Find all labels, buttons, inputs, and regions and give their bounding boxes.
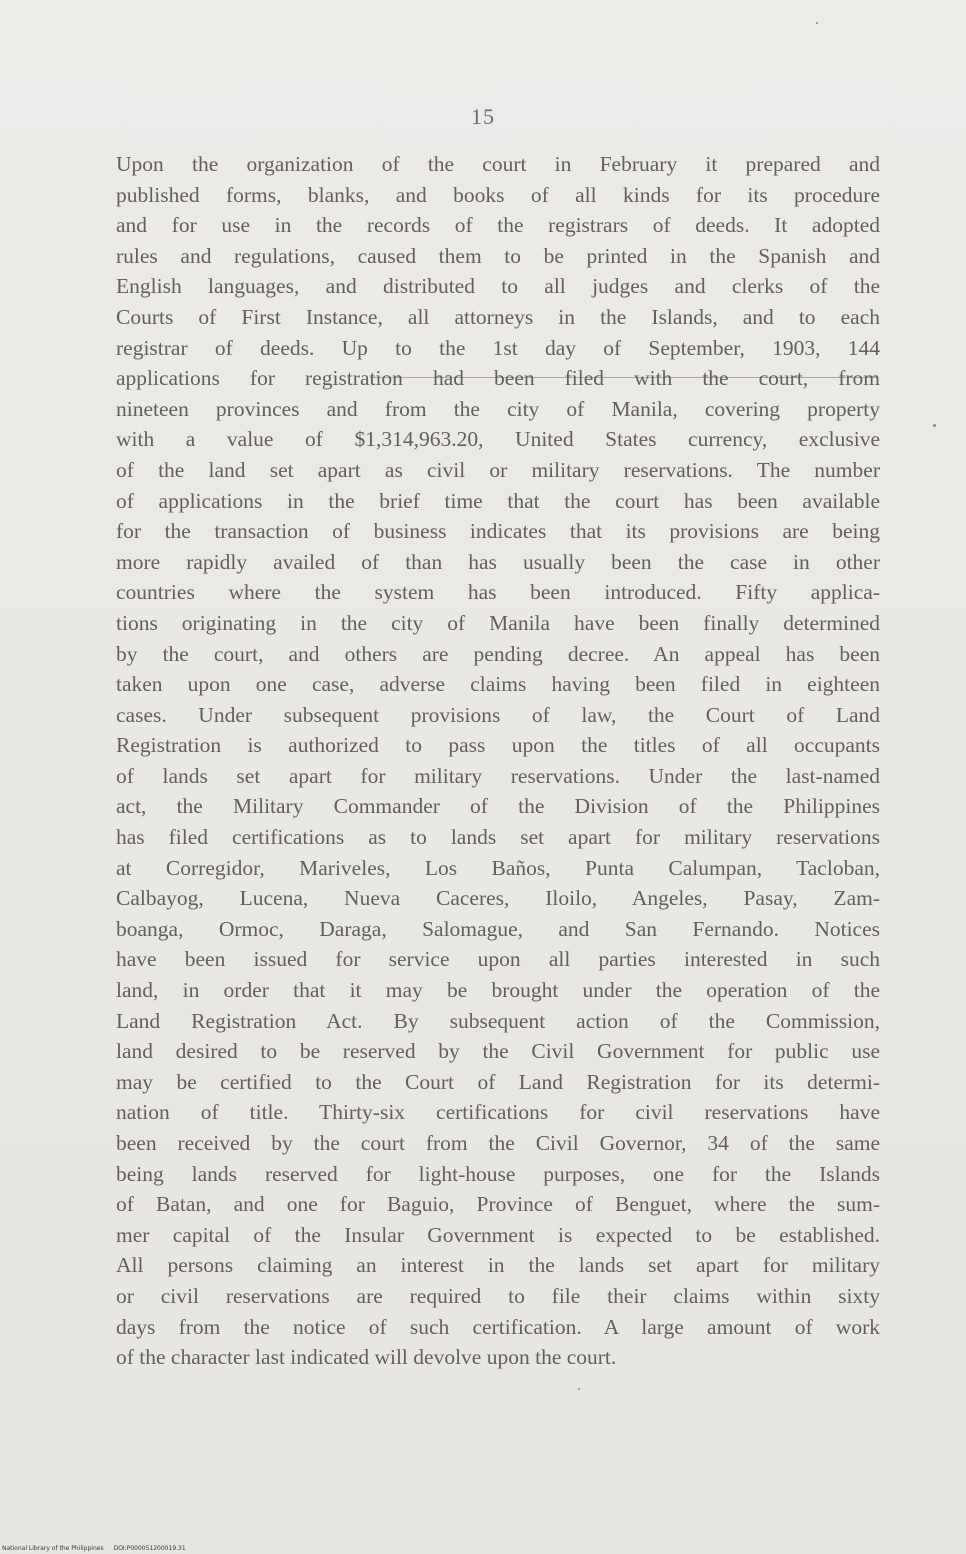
text-line: cases. Under subsequent provisions of law, the Court of Land bbox=[116, 702, 880, 727]
text-line: or civil reservations are required to file their claims within sixty bbox=[116, 1283, 880, 1308]
text-line: Upon the organization of the court in February it prepared and bbox=[116, 152, 880, 176]
text-line: taken upon one case, adverse claims having been filed in eighteen bbox=[116, 672, 880, 697]
text-line: Courts of First Instance, all attorneys in the Islands, and to each bbox=[116, 304, 880, 329]
text-line: boanga, Ormoc, Daraga, Salomague, and San Fernando. Notices bbox=[116, 916, 880, 941]
body-paragraph bbox=[116, 149, 880, 1373]
text-line: of lands set apart for military reservations. Under the last-named bbox=[116, 763, 880, 788]
text-line: nineteen provinces and from the city of Manila, covering property bbox=[116, 396, 880, 421]
text-line: act, the Military Commander of the Division of the Philippines bbox=[116, 794, 880, 819]
text-line: of applications in the brief time that the court has been available bbox=[116, 488, 880, 513]
text-line: for the transaction of business indicates that its provisions are being bbox=[116, 519, 880, 544]
text-line: with a value of $1,314,963.20, United States currency, exclusive bbox=[116, 427, 880, 452]
scan-speck bbox=[933, 424, 936, 427]
text-line: of the land set apart as civil or military reservations. The number bbox=[116, 457, 880, 482]
text-line: Calbayog, Lucena, Nueva Caceres, Iloilo, Angeles, Pasay, Zam- bbox=[116, 886, 880, 911]
text-line: of Batan, and one for Baguio, Province of Benguet, where the sum- bbox=[116, 1192, 880, 1217]
text-line: may be certified to the Court of Land Registration for its determi- bbox=[116, 1069, 880, 1094]
page-number: 15 bbox=[471, 104, 495, 129]
text-line: days from the notice of such certification. A large amount of work bbox=[116, 1314, 880, 1339]
text-line: mer capital of the Insular Government is expected to be established. bbox=[116, 1222, 880, 1247]
text-line: and for use in the records of the registrars of deeds. It adopted bbox=[116, 213, 880, 238]
scan-speck bbox=[816, 22, 818, 24]
text-line: tions originating in the city of Manila have been finally determined bbox=[116, 610, 880, 635]
text-line: Land Registration Act. By subsequent action of the Commission, bbox=[116, 1008, 880, 1033]
text-line: Registration is authorized to pass upon the titles of all occupants bbox=[116, 733, 880, 758]
text-line: published forms, blanks, and books of all kinds for its procedure bbox=[116, 182, 880, 207]
text-line: countries where the system has been introduced. Fifty applica- bbox=[116, 580, 880, 605]
text-line: of the character last indicated will devolve upon the court. bbox=[116, 1345, 617, 1370]
text-line: applications for registration had been filed with the court, from bbox=[116, 366, 880, 391]
text-line: more rapidly availed of than has usually been the case in other bbox=[116, 549, 880, 574]
footer-institution: National Library of the Philippines bbox=[2, 1545, 104, 1552]
scan-footer bbox=[2, 1545, 186, 1552]
text-line: been received by the court from the Civil Governor, 34 of the same bbox=[116, 1131, 880, 1155]
text-line: have been issued for service upon all parties interested in such bbox=[116, 947, 880, 972]
text-line: being lands reserved for light-house purposes, one for the Islands bbox=[116, 1161, 880, 1186]
text-line: land, in order that it may be brought under the operation of the bbox=[116, 978, 880, 1003]
text-line: at Corregidor, Mariveles, Los Baños, Punta Calumpan, Tacloban, bbox=[116, 855, 880, 880]
text-line: rules and regulations, caused them to be printed in the Spanish and bbox=[116, 243, 880, 268]
footer-identifier: DOI:P000051200019.31 bbox=[113, 1545, 186, 1552]
text-line: land desired to be reserved by the Civil Government for public use bbox=[116, 1039, 880, 1064]
text-line: by the court, and others are pending decree. An appeal has been bbox=[116, 641, 880, 666]
text-line: English languages, and distributed to all judges and clerks of the bbox=[116, 274, 880, 299]
text-line: nation of title. Thirty-six certifications for civil reservations have bbox=[116, 1100, 880, 1125]
text-line: has filed certifications as to lands set apart for military reservations bbox=[116, 825, 880, 850]
text-line: All persons claiming an interest in the lands set apart for military bbox=[116, 1253, 880, 1278]
scan-speck bbox=[578, 1388, 580, 1390]
text-line: registrar of deeds. Up to the 1st day of September, 1903, 144 bbox=[116, 335, 880, 360]
